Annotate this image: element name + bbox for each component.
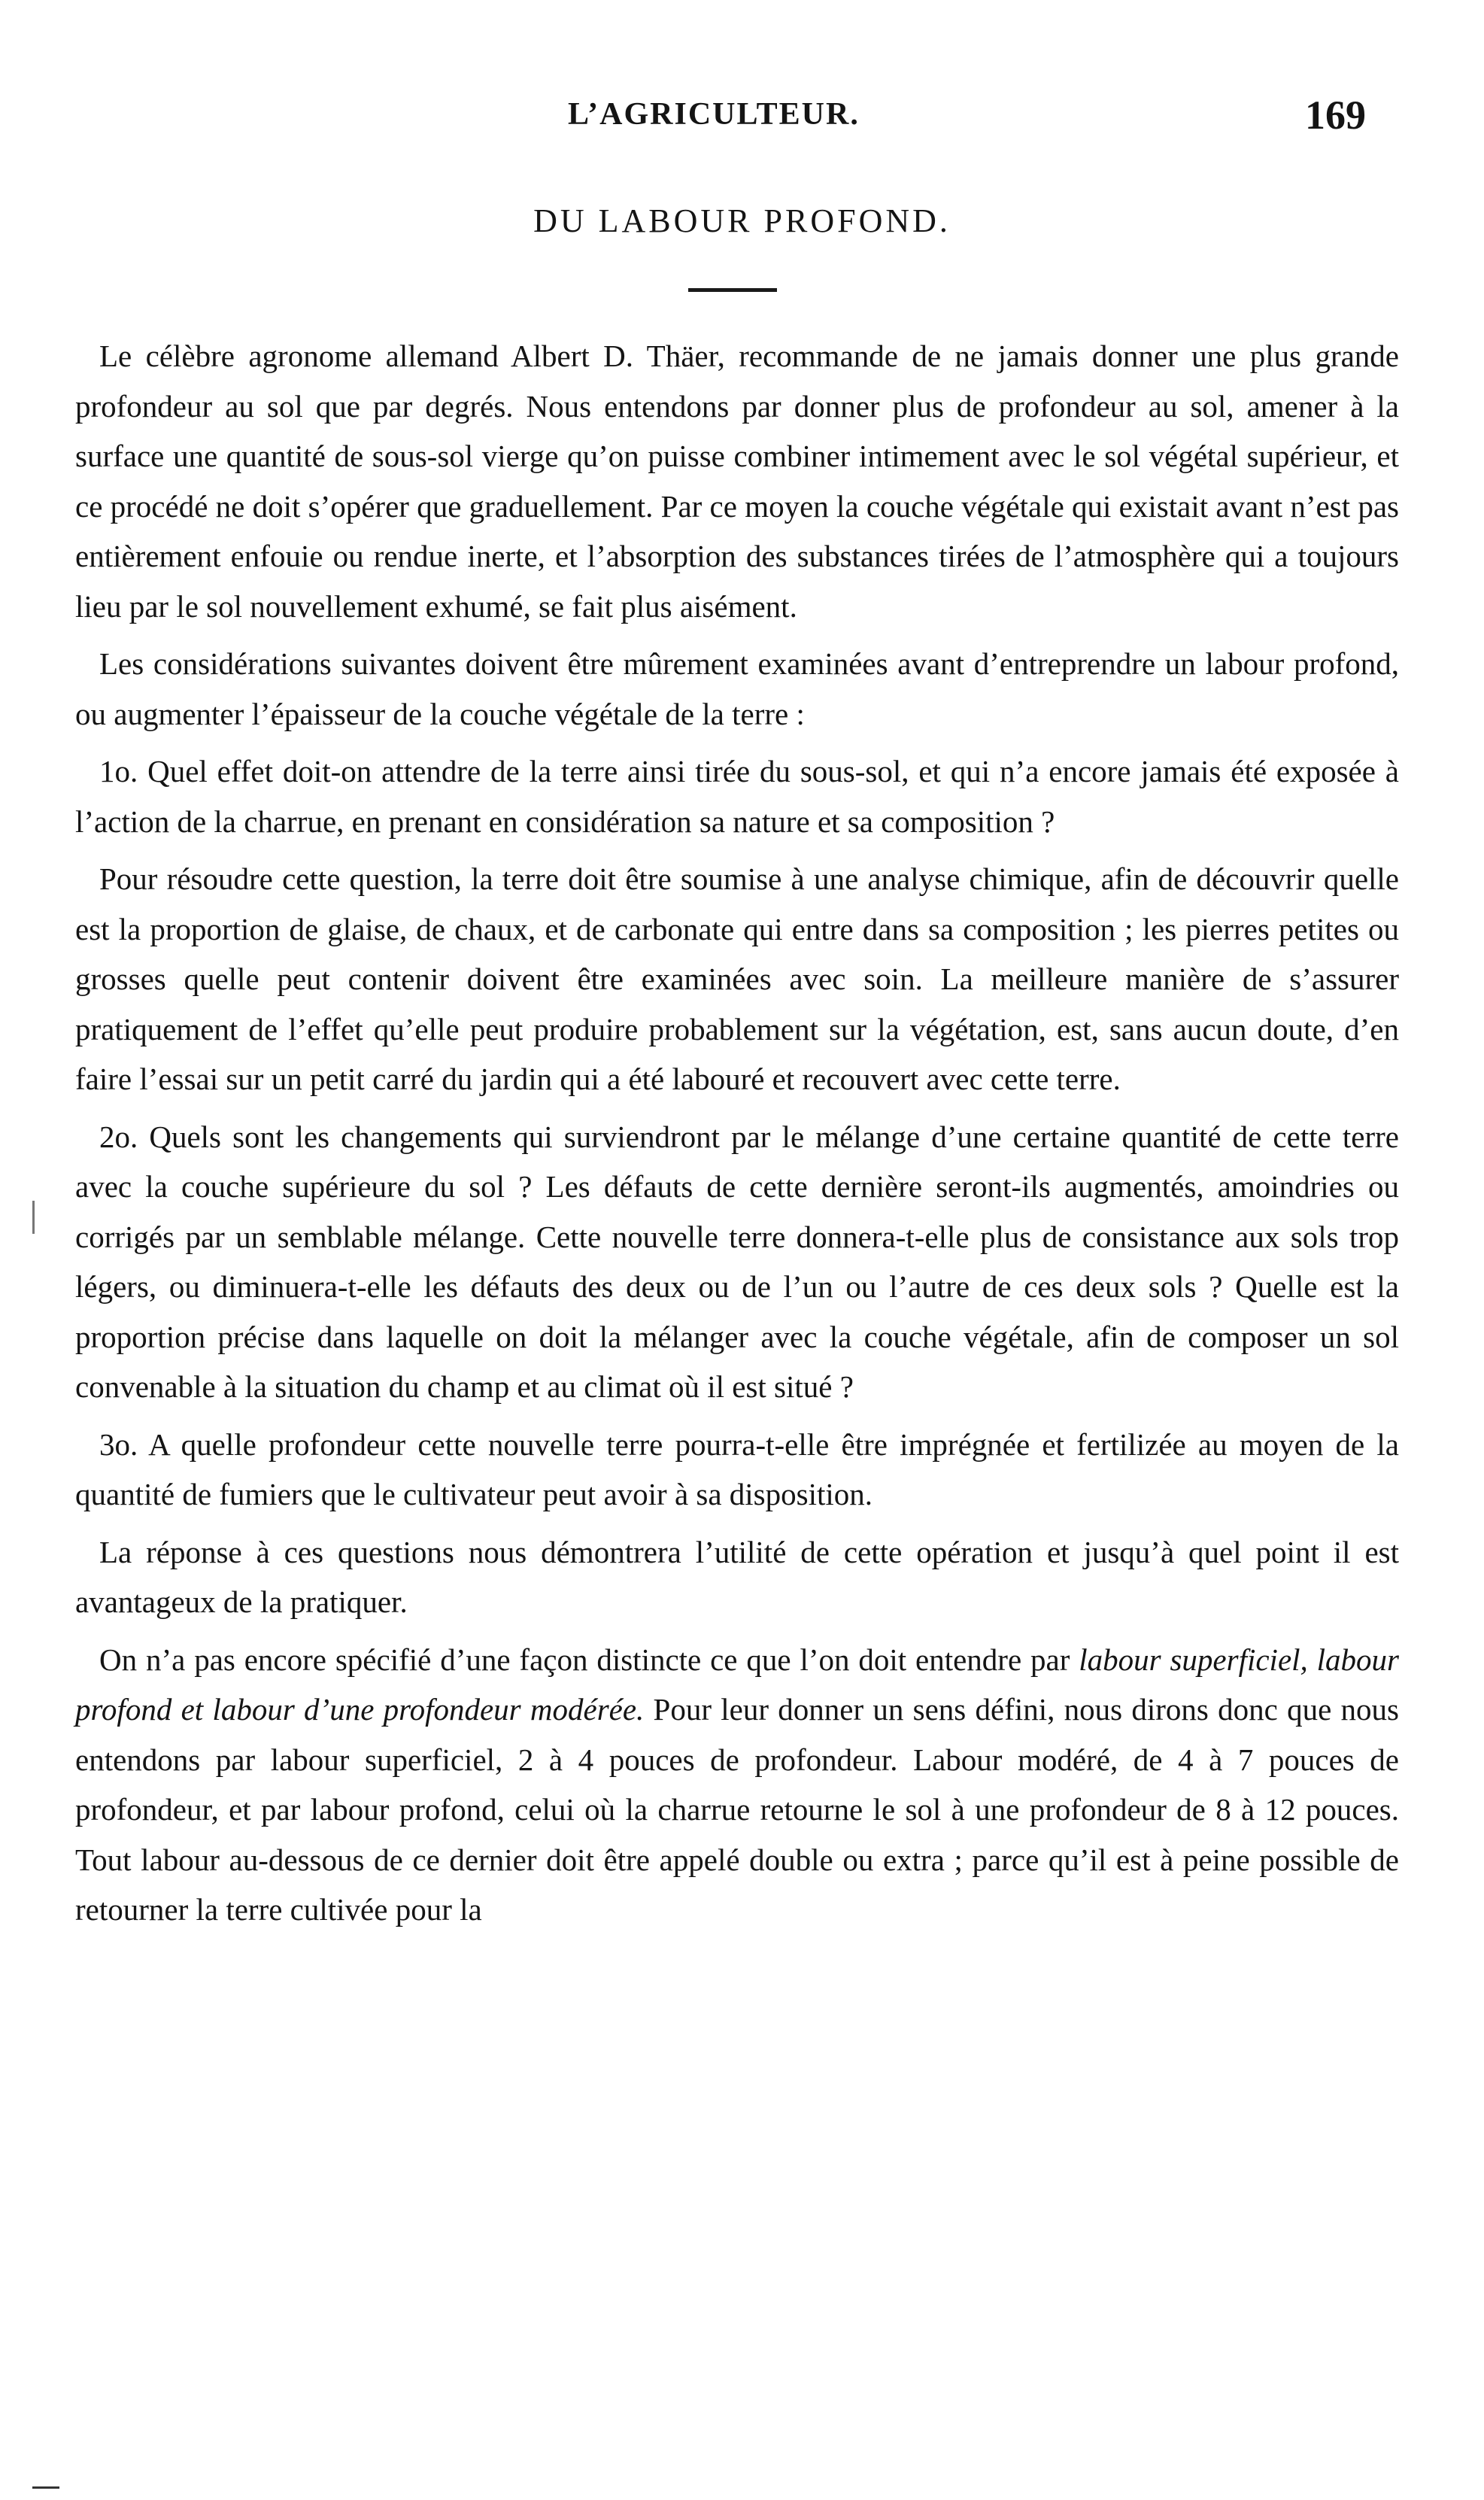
margin-mark bbox=[32, 1201, 35, 1234]
section-title: DU LABOUR PROFOND. bbox=[533, 202, 951, 239]
paragraph-intro: Le célèbre agronome allemand Albert D. Thäer, recommande de ne jamais donner une plus grande profondeur au sol que par degrés. Nous entendons par donner plus de profondeur au sol, amener à la surface une quantité de sous-sol vierge qu’on puisse combiner intimement avec le sol végétal supérieur, et ce procédé ne doit s’opérer que graduellement. Par ce moyen la couche végétale qui existait avant n’est pas entièrement enfouie ou rendue inerte, et l’absorption des substances tirées de l’atmosphère qui a toujours lieu par le sol nouvellement exhumé, se fait plus aisément. bbox=[75, 339, 1399, 624]
running-header bbox=[0, 93, 1484, 141]
paragraph-definitions bbox=[75, 1635, 1399, 1935]
title-divider bbox=[688, 288, 777, 292]
running-title: L’AGRICULTEUR. bbox=[568, 97, 860, 132]
footer-mark bbox=[32, 2486, 59, 2489]
definitions-text-start: On n’a pas encore spécifié d’une façon distincte ce que l’on doit entendre par bbox=[99, 1642, 1079, 1677]
paragraph-considerations: Les considérations suivantes doivent être mûrement examinées avant d’entreprendre un labour profond, ou augmenter l’épaisseur de la couche végétale de la terre : bbox=[75, 646, 1399, 731]
paragraph-question-1: 1o. Quel effet doit-on attendre de la terre ainsi tirée du sous-sol, et qui n’a encore jamais été exposée à l’action de la charrue, en prenant en considération sa nature et sa composition ? bbox=[75, 754, 1399, 839]
definitions-text-end: Pour leur donner un sens défini, nous dirons donc que nous entendons par labour superficiel, 2 à 4 pouces de profondeur. Labour modéré, de 4 à 7 pouces de profondeur, et par labour profond, celui où la charrue retourne le sol à une profondeur de 8 à 12 pouces. Tout labour au-dessous de ce dernier doit être appelé double ou extra ; parce qu’il est à peine possible de retourner la terre cultivée pour la bbox=[75, 1692, 1399, 1927]
definitions-italic-terms: labour superficiel, labour profond et labour d’une profondeur modérée. bbox=[75, 1642, 1400, 1727]
body-text bbox=[75, 331, 1399, 1943]
paragraph-answer-1: Pour résoudre cette question, la terre doit être soumise à une analyse chimique, afin de découvrir quelle est la proportion de glaise, de chaux, et de carbonate qui entre dans sa composition ; les pierres petites ou grosses quelle peut contenir doivent être examinées avec soin. La meilleure manière de s’assurer pratiquement de l’effet qu’elle peut produire probablement sur la végétation, est, sans aucun doute, d’en faire l’essai sur un petit carré du jardin qui a été labouré et recouvert avec cette terre. bbox=[75, 861, 1399, 1096]
paragraph-question-3: 3o. A quelle profondeur cette nouvelle terre pourra-t-elle être imprégnée et fertilizée au moyen de la quantité de fumiers que le cultivateur peut avoir à sa disposition. bbox=[75, 1426, 1399, 1511]
page-number: 169 bbox=[1305, 93, 1366, 138]
paragraph-utility: La réponse à ces questions nous démontrera l’utilité de cette opération et jusqu’à quel point il est avantageux de la pratiquer. bbox=[75, 1534, 1399, 1619]
paragraph-question-2: 2o. Quels sont les changements qui surviendront par le mélange d’une certaine quantité de cette terre avec la couche supérieure du sol ? Les défauts de cette dernière seront-ils augmentés, amoindries ou corrigés par un semblable mélange. Cette nouvelle terre donnera-t-elle plus de consistance aux sols trop légers, ou diminuera-t-elle les défauts des deux ou de l’un ou l’autre de ces deux sols ? Quelle est la proportion précise dans laquelle on doit la mélanger avec la couche végétale, afin de composer un sol convenable à la situation du champ et au climat où il est situé ? bbox=[75, 1119, 1399, 1404]
